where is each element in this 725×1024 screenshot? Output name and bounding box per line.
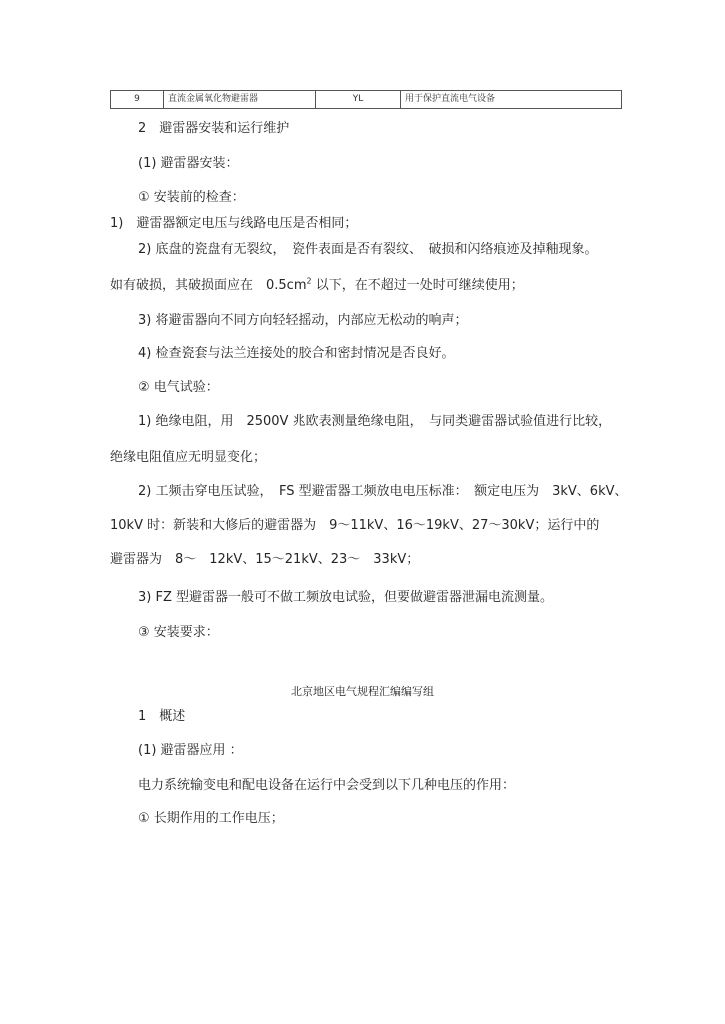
page-footer: 北京地区电气规程汇编编写组 — [291, 685, 434, 698]
paragraph-line: 1) 绝缘电阻，用 2500V 兆欧表测量绝缘电阻， 与同类避雷器试验值进行比较， — [138, 414, 612, 429]
row-name-cell: 直流金属氧化物避雷器 — [164, 91, 316, 109]
arrester-table — [110, 90, 622, 109]
subsection-heading: (1) 避雷器应用 ： — [138, 743, 243, 758]
section-heading: 1 概述 — [138, 709, 186, 724]
row-code-cell: YL — [316, 91, 401, 109]
row-usage-cell: 用于保护直流电气设备 — [401, 91, 622, 109]
paragraph-line: 2) 工频击穿电压试验， FS 型避雷器工频放电电压标准： 额定电压为 3kV、6kV、 — [138, 484, 628, 499]
paragraph-text: 以下，在不超过一处时可继续使用； — [311, 278, 524, 293]
superscript: 2 — [306, 276, 312, 286]
row-number-cell: 9 — [111, 91, 164, 109]
paragraph-line: 电力系统输变电和配电设备在运行中会受到以下几种电压的作用： — [138, 778, 516, 793]
paragraph-line: 1) 避雷器额定电压与线路电压是否相同； — [110, 216, 358, 231]
paragraph-line: ① 长期作用的工作电压； — [138, 811, 284, 826]
table-row — [111, 91, 622, 109]
item-heading: ③ 安装要求： — [138, 625, 219, 640]
paragraph-line: 3) 将避雷器向不同方向轻轻摇动，内部应无松动的响声； — [138, 313, 468, 328]
item-heading: ② 电气试验： — [138, 380, 219, 395]
paragraph-line: 避雷器为 8～ 12kV、15～21kV、23～ 33kV； — [110, 552, 420, 567]
section-heading: 2 避雷器安装和运行维护 — [138, 121, 290, 136]
paragraph-line: 4) 检查瓷套与法兰连接处的胶合和密封情况是否良好。 — [138, 346, 455, 361]
item-heading: ① 安装前的检查： — [138, 190, 245, 205]
paragraph-line: 10kV 时：新装和大修后的避雷器为 9～11kV、16～19kV、27～30kV；运行中的 — [110, 518, 600, 533]
subsection-heading: (1) 避雷器安装： — [138, 156, 239, 171]
paragraph-line: 绝缘电阻值应无明显变化； — [110, 450, 267, 465]
paragraph-text: 如有破损，其破损面应在 0.5cm — [110, 278, 307, 293]
paragraph-line: 3) FZ 型避雷器一般可不做工频放电试验，但要做避雷器泄漏电流测量。 — [138, 590, 553, 605]
paragraph-line: 2) 底盘的瓷盘有无裂纹， 瓷件表面是否有裂纹、 破损和闪络痕迹及掉釉现象。 — [138, 242, 598, 257]
paragraph-line — [110, 278, 524, 294]
